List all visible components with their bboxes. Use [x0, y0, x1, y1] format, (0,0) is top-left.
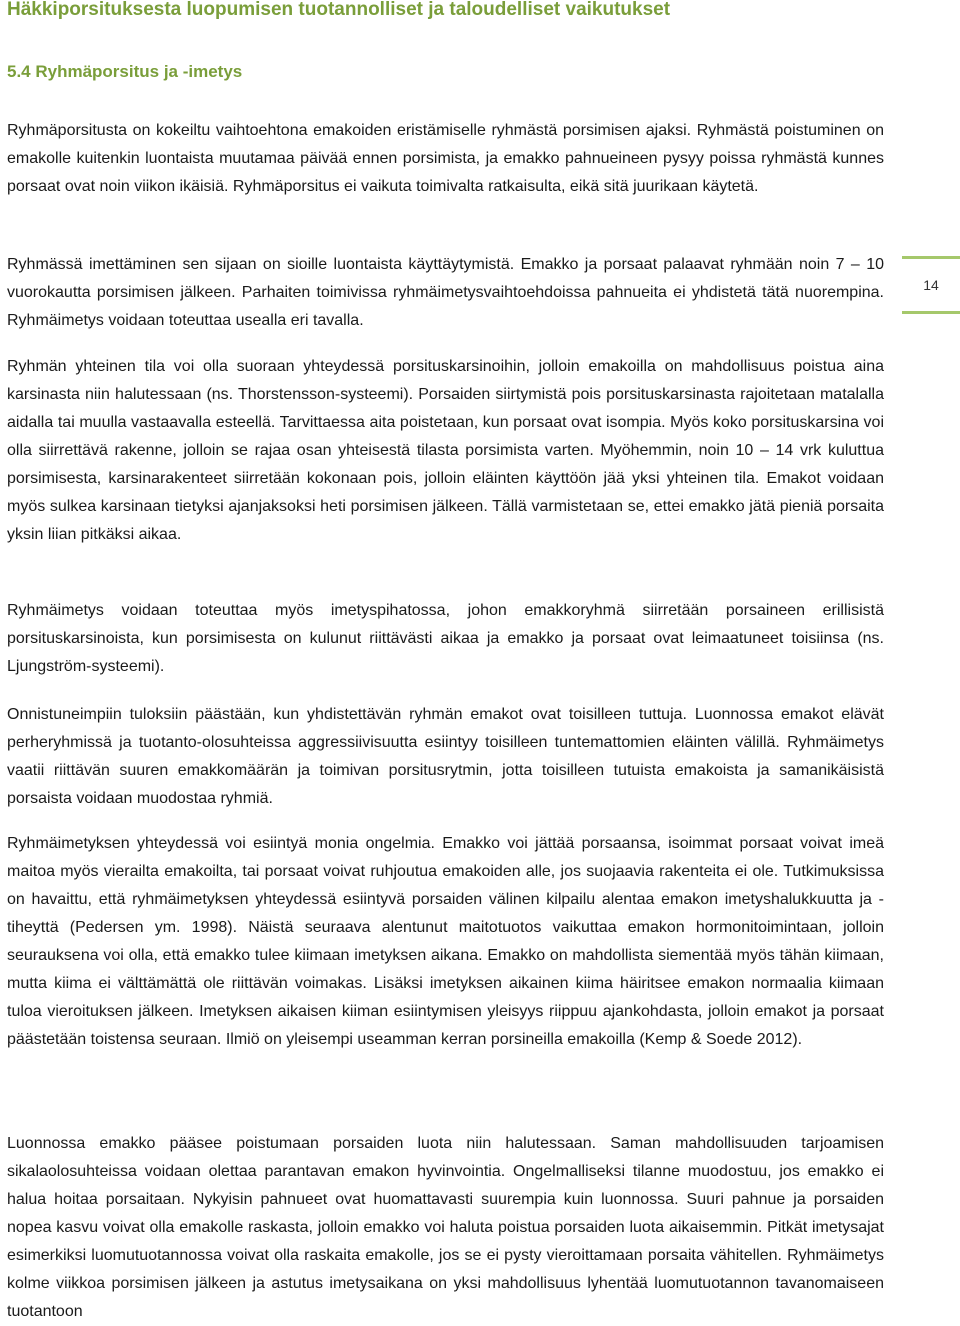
paragraph: Luonnossa emakko pääsee poistumaan porsaiden luota niin halutessaan. Saman mahdollisuuden tarjoamisen sikalaolosuhteissa voidaan olettaa parantavan emakon hyvinvointia. Ongelmalliseksi tilanne muodostuu, jos emakko ei halua hoitaa porsaitaan. Nykyisin pahnueet ovat huomattavasti suurempia kuin luonnossa. Suuri pahnue ja porsaiden nopea kasvu voivat olla emakolle raskasta, jolloin emakko voi haluta poistua porsaiden luota aikaisemmin. Pitkät imetysajat esimerkiksi luomutuotannossa voivat olla raskaita emakolle, jos se ei pysty vieroittamaan porsaita vähitellen. Ryhmäimetys kolme viikkoa porsimisen jälkeen ja astutus imetysaikana on yksi mahdollisuus lyhentää luomutuotannon tavanomaiseen tuotantoon: [7, 1135, 884, 1320]
paragraph: Onnistuneimpiin tuloksiin päästään, kun yhdistettävän ryhmän emakot ovat toisilleen tuttuja. Luonnossa emakot elävät perheryhmissä ja tuotanto-olosuhteissa aggressiivisuutta esiintyy toisilleen tuntemattomien eläinten välillä. Ryhmäimetys vaatii riittävän suuren emakkomäärän ja toimivan porsitusrytmin, jotta toisilleen tutuista emakoista ja samanikäisistä porsaista voidaan muodostaa ryhmiä.: [7, 706, 884, 807]
paragraph: Ryhmäimetyksen yhteydessä voi esiintyä monia ongelmia. Emakko voi jättää porsaansa, isoimmat porsaat voivat imeä maitoa myös vierailta emakoilta, tai porsaat voivat ruhjoutua emakoiden alle, jos suojaavia rakenteita ei ole. Tutkimuksissa on havaittu, että ryhmäimetyksen yhteydessä esiintyvä porsaiden välinen kilpailu alentaa emakon imetyshalukkuutta ja -tiheyttä (Pedersen ym. 1998). Näistä seuraava alentunut maitotuotos vaikuttaa emakon hormonitoimintaan, jolloin seurauksena voi olla, että emakko tulee kiimaan imetyksen aikana. Emakko on mahdollista siementää myös tähän kiimaan, mutta kiima ei välttämättä ole riittävän voimakas. Lisäksi imetyksen aikainen kiima häiritsee emakon normaalia kiimaan tuloa vieroituksen jälkeen. Imetyksen aikaisen kiiman esiintymisen yleisyys riippuu ajankohdasta, jolloin emakot ja porsaat päästetään toistensa seuraan. Ilmiö on yleisempi useamman kerran porsineilla emakoilla (Kemp & Soede 2012).: [7, 835, 884, 1048]
page-number: 14: [902, 256, 960, 314]
paragraph: Ryhmäimetys voidaan toteuttaa myös imetyspihatossa, johon emakkoryhmä siirretään porsaineen erillisistä porsituskarsinoista, kun porsimisesta on kulunut riittävästi aikaa ja emakko ja porsaat ovat leimaatuneet toisiinsa (ns. Ljungström-systeemi).: [7, 602, 884, 675]
section-heading: 5.4 Ryhmäporsitus ja -imetys: [7, 62, 243, 81]
paragraph: Ryhmäporsitusta on kokeiltu vaihtoehtona emakoiden eristämiselle ryhmästä porsimisen ajaksi. Ryhmästä poistuminen on emakolle kuitenkin luontaista muutamaa päivää ennen porsimista, ja emakko pahnueineen pysyy poissa ryhmästä kunnes porsaat ovat noin viikon ikäisiä. Ryhmäporsitus ei vaikuta toimivalta ratkaisulta, eikä sitä juurikaan käytetä.: [7, 122, 884, 195]
document-title: Häkkiporsituksesta luopumisen tuotannolliset ja taloudelliset vaikutukset: [7, 0, 671, 20]
paragraph: Ryhmän yhteinen tila voi olla suoraan yhteydessä porsituskarsinoihin, jolloin emakoilla on mahdollisuus poistua aina karsinasta niin halutessaan (ns. Thorstensson-systeemi). Porsaiden siirtymistä pois porsituskarsinasta rajoitetaan matalalla aidalla tai muulla vastaavalla esteellä. Tarvittaessa aita poistetaan, kun porsaat ovat isompia. Myös koko porsituskarsina voi olla siirrettävä rakenne, jolloin se rajaa osan yhteisestä tilasta porsimista varten. Myöhemmin, noin 10 – 14 vrk kuluttua porsimisesta, karsinarakenteet siirretään kokonaan pois, jolloin eläinten käyttöön jää yksi yhteinen tila. Emakot voidaan myös sulkea karsinaan tietyksi ajanjaksoksi heti porsimisen jälkeen. Tällä varmistetaan se, ettei emakko jätä pieniä porsaita yksin liian pitkäksi aikaa.: [7, 358, 884, 543]
paragraph: Ryhmässä imettäminen sen sijaan on sioille luontaista käyttäytymistä. Emakko ja porsaat palaavat ryhmään noin 7 – 10 vuorokautta porsimisen jälkeen. Parhaiten toimivissa ryhmäimetysvaihtoehdoissa pahnueita ei yhdistetä tätä nuorempina. Ryhmäimetys voidaan toteuttaa usealla eri tavalla.: [7, 256, 884, 329]
